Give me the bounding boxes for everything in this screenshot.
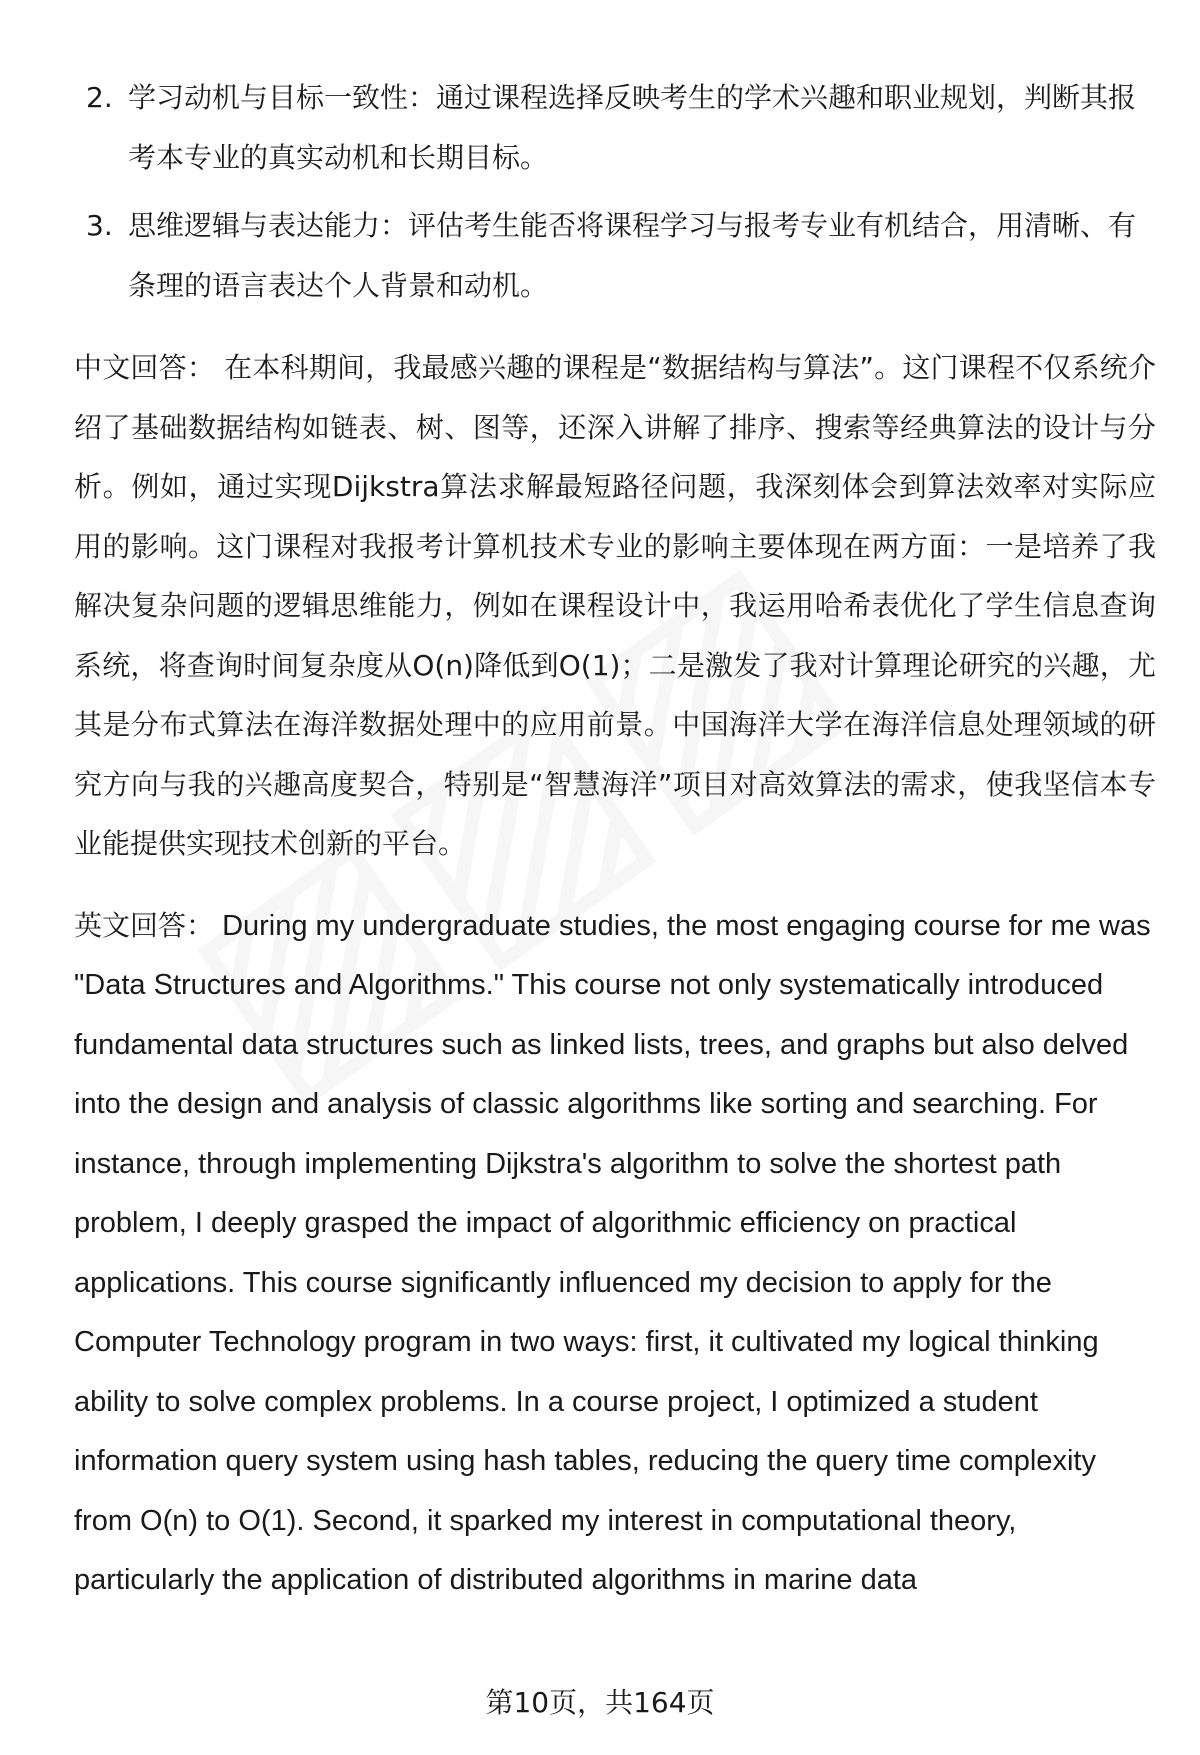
criteria-text: 学习动机与目标一致性：通过课程选择反映考生的学术兴趣和职业规划，判断其报考本专业的真实动机和长期目标。 [128,81,1137,174]
criteria-number: 2. [86,81,113,114]
english-answer-text: During my undergraduate studies, the most engaging course for me was "Data Structures and Algorithms." This course not only systematically introduced fundamental data structures such as linked lists, trees, and graphs but also delved into the design and analysis of classic algorithms like sorting and searching. For instance, through implementing Dijkstra's algorithm to solve the shortest path problem, I deeply grasped the impact of algorithmic efficiency on practical applications. This course significantly influenced my decision to apply for the Computer Technology program in two ways: first, it cultivated my logical thinking ability to solve complex problems. In a course project, I optimized a student information query system using hash tables, reducing the query time complexity from O(n) to O(1). Second, it sparked my interest in computational theory, particularly the application of distributed algorithms in marine data [74,909,1151,1596]
english-answer [74,896,1156,1611]
english-answer-label: 英文回答： [74,908,215,942]
criteria-list [74,68,1156,316]
criteria-item [74,68,1156,188]
criteria-item [74,196,1156,316]
chinese-answer [74,338,1156,874]
page-footer [0,1683,1200,1723]
criteria-text: 思维逻辑与表达能力：评估考生能否将课程学习与报考专业有机结合，用清晰、有条理的语言表达个人背景和动机。 [128,209,1137,302]
chinese-answer-text: 在本科期间，我最感兴趣的课程是“数据结构与算法”。这门课程不仅系统介绍了基础数据结构如链表、树、图等，还深入讲解了排序、搜索等经典算法的设计与分析。例如，通过实现Dijkstra算法求解最短路径问题，我深刻体会到算法效率对实际应用的影响。这门课程对我报考计算机技术专业的影响主要体现在两方面：一是培养了我解决复杂问题的逻辑思维能力，例如在课程设计中，我运用哈希表优化了学生信息查询系统，将查询时间复杂度从O(n)降低到O(1)；二是激发了我对计算理论研究的兴趣，尤其是分布式算法在海洋数据处理中的应用前景。中国海洋大学在海洋信息处理领域的研究方向与我的兴趣高度契合，特别是“智慧海洋”项目对高效算法的需求，使我坚信本专业能提供实现技术创新的平台。 [74,351,1156,860]
page-number: 第10页，共164页 [485,1686,715,1719]
page-content [74,68,1156,1611]
chinese-answer-label: 中文回答： [74,351,216,384]
criteria-number: 3. [86,209,113,242]
